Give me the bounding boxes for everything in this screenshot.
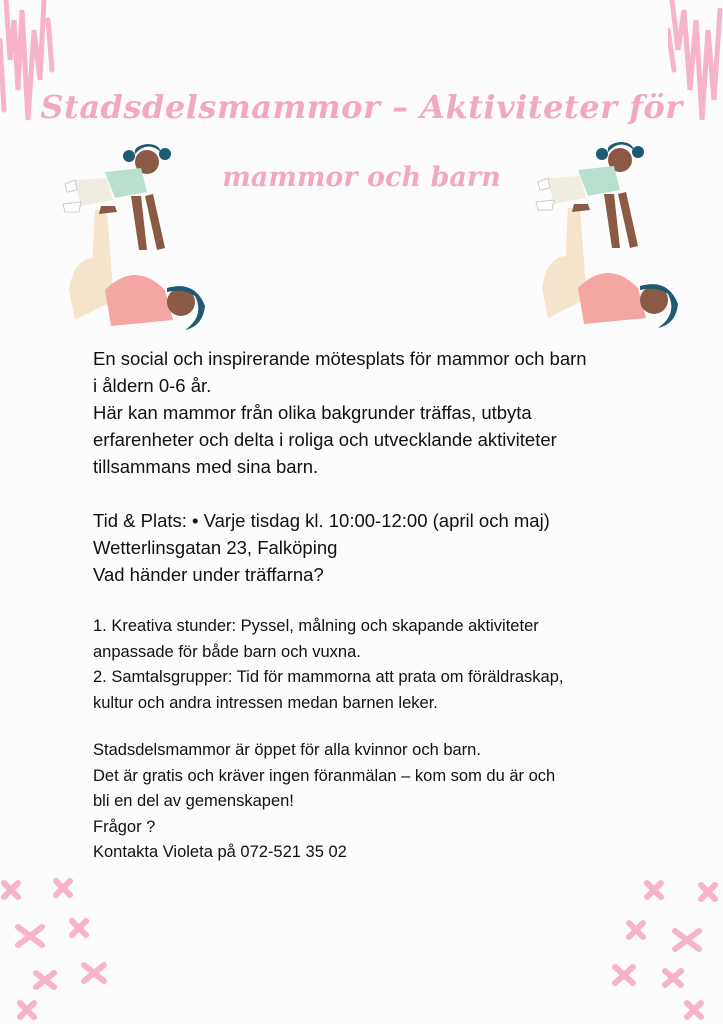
intro-line: erfarenheter och delta i roliga och utvecklande aktiviteter <box>93 429 557 450</box>
mother-child-illustration-left-icon <box>55 140 215 335</box>
intro-paragraph <box>93 345 673 480</box>
activity-line: anpassade för både barn och vuxna. <box>93 642 361 661</box>
intro-line: i åldern 0-6 år. <box>93 375 212 396</box>
pink-confetti-bottom-left-icon <box>0 875 120 1024</box>
intro-line: En social och inspirerande mötesplats för mammor och barn <box>93 348 587 369</box>
pink-confetti-bottom-right-icon <box>603 875 723 1024</box>
activity-line: kultur och andra intressen medan barnen leker. <box>93 693 438 712</box>
intro-line: Här kan mammor från olika bakgrunder träffas, utbyta <box>93 402 532 423</box>
contact-line: Kontakta Violeta på 072-521 35 02 <box>93 843 347 861</box>
closing-line: bli en del av gemenskapen! <box>93 792 294 810</box>
time-place-line: Tid & Plats: • Varje tisdag kl. 10:00-12:00 (april och maj) <box>93 510 550 531</box>
intro-line: tillsammans med sina barn. <box>93 456 319 477</box>
time-place-paragraph <box>93 507 673 588</box>
activities-list <box>93 614 673 716</box>
activity-line: 1. Kreativa stunder: Pyssel, målning och skapande aktiviteter <box>93 617 539 635</box>
closing-paragraph <box>93 738 673 866</box>
closing-line: Det är gratis och kräver ingen föranmälan – kom som du är och <box>93 766 556 785</box>
mother-child-illustration-right-icon <box>528 138 688 333</box>
title-line-1: Stadsdelsmammor – Aktiviteter för <box>40 88 683 126</box>
address-line: Wetterlinsgatan 23, Falköping <box>93 537 338 558</box>
title-line-2: mammor och barn <box>222 162 501 193</box>
questions-line: Frågor ? <box>93 817 156 836</box>
activity-line: 2. Samtalsgrupper: Tid för mammorna att prata om föräldraskap, <box>93 668 564 686</box>
closing-line: Stadsdelsmammor är öppet för alla kvinnor och barn. <box>93 741 481 759</box>
activities-heading: Vad händer under träffarna? <box>93 564 324 585</box>
